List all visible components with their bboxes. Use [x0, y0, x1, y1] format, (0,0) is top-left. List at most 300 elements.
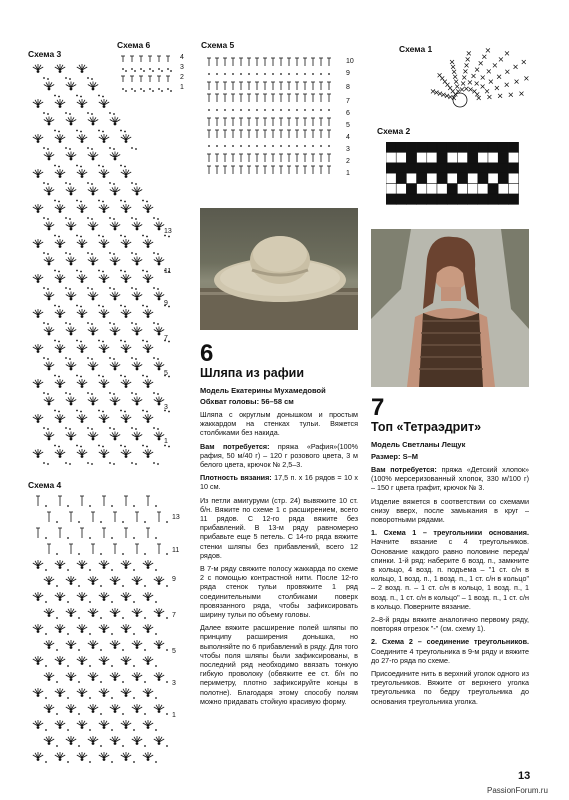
chain-dot [78, 553, 80, 555]
chain-dot [67, 601, 69, 603]
stitch-symbol [130, 56, 134, 62]
stitch-symbol [121, 76, 125, 82]
chain-dot [120, 445, 122, 447]
top-photo [371, 229, 529, 387]
scheme4-chart [26, 492, 176, 772]
stitch-symbol [58, 496, 62, 506]
chain-dot [142, 235, 144, 237]
chain-dot [113, 148, 115, 150]
chain-dot [69, 253, 71, 255]
chain-dot [67, 505, 69, 507]
fan-symbol [77, 414, 87, 423]
fan-symbol [132, 187, 142, 196]
chain-dot [109, 217, 111, 219]
grid-cell [396, 163, 406, 173]
fan-symbol [66, 292, 76, 301]
chain-dot [296, 145, 298, 147]
chain-dot [157, 463, 159, 465]
s6-row-3: 3 [180, 64, 184, 71]
chain-dot [80, 201, 82, 203]
chain-dot [166, 649, 168, 651]
fan-symbol [110, 640, 120, 649]
chain-dot [133, 505, 135, 507]
cross-stitch [493, 63, 497, 67]
chain-dot [47, 218, 49, 220]
stitch-symbol [247, 82, 251, 90]
fan-symbol [99, 688, 109, 697]
grid-cell [417, 163, 427, 173]
fan-symbol [88, 82, 98, 91]
chain-dot [155, 505, 157, 507]
stitch-symbol [311, 82, 315, 90]
stitch-symbol [303, 154, 307, 162]
chain-dot [102, 411, 104, 413]
chain-dot [87, 182, 89, 184]
chain-dot [113, 463, 115, 465]
grid-cell [396, 173, 406, 183]
cross-stitch [466, 57, 470, 61]
grid-cell [437, 152, 447, 162]
chain-dot [122, 585, 124, 587]
stitch-symbol [215, 58, 219, 66]
chain-dot [157, 393, 159, 395]
scheme5-label: Схема 5 [201, 40, 235, 50]
chain-dot [54, 165, 56, 167]
chain-dot [155, 697, 157, 699]
stitch-symbol [207, 94, 211, 102]
stitch-symbol [327, 82, 331, 90]
fan-symbol [110, 432, 120, 441]
fan-symbol [44, 397, 54, 406]
fan-symbol [66, 362, 76, 371]
chain-dot [43, 357, 45, 359]
chain-dot [157, 428, 159, 430]
grid-cell [437, 173, 447, 183]
fan-symbol [99, 752, 109, 761]
fan-symbol [55, 239, 65, 248]
cross-stitch [468, 80, 472, 84]
stitch-symbol [327, 118, 331, 126]
grid-cell [396, 142, 406, 152]
stitch-symbol [327, 58, 331, 66]
s4-row-5: 5 [172, 648, 176, 655]
cross-stitch [497, 75, 501, 79]
chain-dot [109, 392, 111, 394]
stitch-symbol [319, 118, 323, 126]
chain-dot [69, 218, 71, 220]
stitch-symbol [287, 82, 291, 90]
chain-dot [80, 376, 82, 378]
cross-stitch [485, 89, 489, 93]
s5-row-9: 9 [346, 70, 350, 77]
chain-dot [142, 200, 144, 202]
grid-cell [468, 152, 478, 162]
chain-dot [120, 165, 122, 167]
fan-symbol [88, 640, 98, 649]
grid-cell [508, 173, 518, 183]
chain-dot [135, 218, 137, 220]
cross-stitch [498, 94, 502, 98]
grid-cell [468, 163, 478, 173]
chain-dot [58, 236, 60, 238]
stitch-symbol [295, 118, 299, 126]
fan-symbol [99, 99, 109, 108]
stitch-symbol [255, 130, 259, 138]
fan-symbol [88, 672, 98, 681]
chain-dot [135, 253, 137, 255]
fan-symbol [143, 688, 153, 697]
chain-dot [102, 341, 104, 343]
cross-stitch [453, 75, 457, 79]
chain-dot [58, 341, 60, 343]
chain-dot [166, 617, 168, 619]
chain-dot [87, 112, 89, 114]
stitch-symbol [311, 58, 315, 66]
chain-dot [98, 305, 100, 307]
fan-symbol [77, 720, 87, 729]
stitch-symbol [231, 130, 235, 138]
top-p1: Изделие вяжется в соответствии со схемами снизу вверх, после замыкания в круг – поворотными рядами. [371, 496, 529, 525]
fan-symbol [77, 99, 87, 108]
grid-cell [468, 173, 478, 183]
fan-symbol [44, 82, 54, 91]
stitch-symbol [148, 56, 152, 62]
chain-dot [146, 411, 148, 413]
fan-symbol [99, 656, 109, 665]
fan-symbol [66, 672, 76, 681]
cross-stitch [475, 68, 479, 72]
chain-dot [167, 88, 169, 90]
grid-cell [498, 184, 508, 194]
hat-photo [200, 208, 358, 330]
stitch-symbol [263, 166, 267, 174]
grid-cell [457, 152, 467, 162]
s4-row-3: 3 [172, 680, 176, 687]
chain-dot [122, 681, 124, 683]
hat-body [200, 410, 358, 706]
chain-dot [264, 73, 266, 75]
stitch-symbol [279, 154, 283, 162]
top-need-label: Вам потребуется: [371, 465, 437, 474]
chain-dot [113, 113, 115, 115]
chain-dot [146, 236, 148, 238]
fan-symbol [110, 292, 120, 301]
chain-dot [224, 109, 226, 111]
cross-stitch [452, 70, 456, 74]
fan-symbol [99, 592, 109, 601]
chain-dot [43, 217, 45, 219]
stitch-symbol [247, 118, 251, 126]
stitch-symbol [287, 154, 291, 162]
chain-dot [133, 665, 135, 667]
chain-dot [256, 109, 258, 111]
s3-row-3: 3 [164, 404, 168, 411]
chain-dot [45, 761, 47, 763]
chain-dot [109, 287, 111, 289]
s4-row-1: 1 [172, 712, 176, 719]
fan-symbol [55, 169, 65, 178]
cross-stitch [438, 73, 442, 77]
chain-dot [208, 145, 210, 147]
s5-row-4: 4 [346, 134, 350, 141]
chain-dot [91, 183, 93, 185]
chain-dot [67, 569, 69, 571]
grid-cell [406, 173, 416, 183]
chain-dot [131, 357, 133, 359]
chain-dot [124, 411, 126, 413]
grid-cell [508, 163, 518, 173]
stitch-symbol [91, 544, 95, 554]
fan-symbol [132, 704, 142, 713]
fan-symbol [66, 432, 76, 441]
fan-symbol [143, 449, 153, 458]
chain-dot [54, 235, 56, 237]
chain-dot [45, 537, 47, 539]
chain-dot [131, 147, 133, 149]
fan-symbol [66, 117, 76, 126]
fan-symbol [55, 379, 65, 388]
cross-stitch [441, 93, 445, 97]
chain-dot [87, 357, 89, 359]
chain-dot [47, 393, 49, 395]
chain-dot [54, 200, 56, 202]
chain-dot [91, 358, 93, 360]
fan-symbol [55, 592, 65, 601]
fan-symbol [77, 752, 87, 761]
chain-dot [131, 287, 133, 289]
chain-dot [328, 73, 330, 75]
cross-stitch [451, 89, 455, 93]
chain-dot [153, 287, 155, 289]
chain-dot [157, 218, 159, 220]
chain-dot [87, 147, 89, 149]
fan-symbol [154, 608, 164, 617]
cross-stitch [487, 95, 491, 99]
stitch-symbol [223, 94, 227, 102]
top-p4: Соедините 4 треугольника в 9-м ряду и вяжите до 27-го ряда по схеме. [371, 646, 529, 665]
stitch-symbol [102, 496, 106, 506]
top-p2-para [371, 528, 529, 611]
grid-cell [396, 194, 406, 204]
chain-dot [142, 305, 144, 307]
s3-row-5: 5 [164, 370, 168, 377]
chain-dot [76, 165, 78, 167]
fan-symbol [77, 344, 87, 353]
chain-dot [155, 665, 157, 667]
hat-model: Модель Екатерины Мухамедовой [200, 386, 326, 395]
fan-symbol [121, 688, 131, 697]
chain-dot [144, 745, 146, 747]
stitch-symbol [215, 82, 219, 90]
chain-dot [124, 446, 126, 448]
cross-stitch [431, 89, 435, 93]
stitch-symbol [295, 154, 299, 162]
chain-dot [152, 70, 154, 72]
chain-dot [76, 340, 78, 342]
stitch-symbol [303, 58, 307, 66]
chain-dot [69, 288, 71, 290]
grid-cell [457, 163, 467, 173]
grid-cell [468, 194, 478, 204]
stitch-symbol [239, 58, 243, 66]
chain-dot [320, 109, 322, 111]
stitch-symbol [247, 58, 251, 66]
chain-dot [43, 462, 45, 464]
fan-symbol [66, 576, 76, 585]
chain-dot [58, 131, 60, 133]
chain-dot [124, 306, 126, 308]
chain-dot [146, 306, 148, 308]
chain-dot [144, 713, 146, 715]
grid-cell [508, 194, 518, 204]
chain-dot [111, 537, 113, 539]
cross-stitch [505, 51, 509, 55]
stitch-symbol [279, 58, 283, 66]
chain-dot [45, 601, 47, 603]
chain-dot [122, 713, 124, 715]
fan-symbol [99, 239, 109, 248]
cross-stitch [475, 81, 479, 85]
fan-symbol [77, 64, 87, 73]
chain-dot [135, 358, 137, 360]
top-title: Топ «Тетраэдрит» [371, 420, 482, 434]
chain-dot [328, 109, 330, 111]
chain-dot [131, 68, 133, 70]
chain-dot [122, 649, 124, 651]
fan-symbol [88, 576, 98, 585]
fan-symbol [44, 327, 54, 336]
fan-symbol [121, 624, 131, 633]
chain-dot [109, 147, 111, 149]
top-p4-para [371, 637, 529, 665]
cross-stitch [477, 96, 481, 100]
chain-dot [43, 287, 45, 289]
chain-dot [155, 569, 157, 571]
fan-symbol [121, 169, 131, 178]
stitch-symbol [157, 56, 161, 62]
chain-dot [149, 68, 151, 70]
cross-stitch [465, 63, 469, 67]
stitch-symbol [102, 528, 106, 538]
fan-symbol [55, 134, 65, 143]
fan-symbol [154, 640, 164, 649]
stitch-symbol [271, 166, 275, 174]
stitch-symbol [263, 82, 267, 90]
fan-symbol [143, 344, 153, 353]
hat-density-label: Плотность вязания: [200, 473, 272, 483]
grid-cell [488, 152, 498, 162]
stitch-symbol [223, 118, 227, 126]
chain-dot [142, 270, 144, 272]
fan-symbol [77, 449, 87, 458]
fan-symbol [33, 274, 43, 283]
chain-dot [89, 633, 91, 635]
fan-symbol [55, 274, 65, 283]
fan-symbol [154, 736, 164, 745]
chain-dot [122, 553, 124, 555]
grid-cell [427, 194, 437, 204]
grid-cell [447, 173, 457, 183]
stitch-symbol [279, 166, 283, 174]
chain-dot [155, 537, 157, 539]
hat-need-label: Вам потребуется: [200, 441, 270, 451]
stitch-symbol [135, 544, 139, 554]
chain-dot [47, 323, 49, 325]
stitch-symbol [303, 82, 307, 90]
chain-dot [170, 70, 172, 72]
stitch-symbol [146, 528, 150, 538]
chain-dot [161, 70, 163, 72]
chain-dot [166, 713, 168, 715]
stitch-symbol [263, 154, 267, 162]
grid-cell [386, 163, 396, 173]
cross-stitch [519, 92, 523, 96]
chain-dot [280, 109, 282, 111]
cross-stitch [495, 86, 499, 90]
chain-dot [143, 70, 145, 72]
chain-dot [135, 148, 137, 150]
fan-symbol [44, 432, 54, 441]
fan-symbol [121, 204, 131, 213]
fan-symbol [33, 560, 43, 569]
fan-symbol [132, 362, 142, 371]
chain-dot [80, 446, 82, 448]
chain-dot [312, 145, 314, 147]
chain-dot [131, 462, 133, 464]
grid-cell [427, 184, 437, 194]
fan-symbol [77, 688, 87, 697]
chain-dot [89, 697, 91, 699]
grid-cell [508, 142, 518, 152]
fan-symbol [132, 736, 142, 745]
fan-symbol [55, 656, 65, 665]
fan-symbol [99, 344, 109, 353]
fan-symbol [110, 117, 120, 126]
chain-dot [240, 109, 242, 111]
chain-dot [65, 357, 67, 359]
chain-dot [124, 271, 126, 273]
grid-cell [427, 163, 437, 173]
chain-dot [216, 109, 218, 111]
chain-dot [56, 713, 58, 715]
fan-symbol [143, 239, 153, 248]
fan-symbol [44, 117, 54, 126]
grid-cell [437, 163, 447, 173]
fan-symbol [33, 624, 43, 633]
grid-cell [488, 163, 498, 173]
chain-dot [272, 73, 274, 75]
stitch-symbol [319, 154, 323, 162]
s3-row-13: 13 [164, 228, 172, 235]
chain-dot [111, 665, 113, 667]
fan-symbol [143, 624, 153, 633]
fan-symbol [55, 204, 65, 213]
chain-dot [264, 109, 266, 111]
cross-stitch [462, 75, 466, 79]
stitch-symbol [139, 56, 143, 62]
cross-stitch [479, 61, 483, 65]
stitch-symbol [231, 94, 235, 102]
fan-symbol [77, 309, 87, 318]
scheme4-label: Схема 4 [28, 480, 62, 490]
chain-dot [256, 73, 258, 75]
grid-cell [447, 142, 457, 152]
s4-row-11: 11 [172, 547, 180, 554]
chain-dot [131, 392, 133, 394]
fan-symbol [55, 414, 65, 423]
chain-dot [264, 145, 266, 147]
fan-symbol [110, 672, 120, 681]
